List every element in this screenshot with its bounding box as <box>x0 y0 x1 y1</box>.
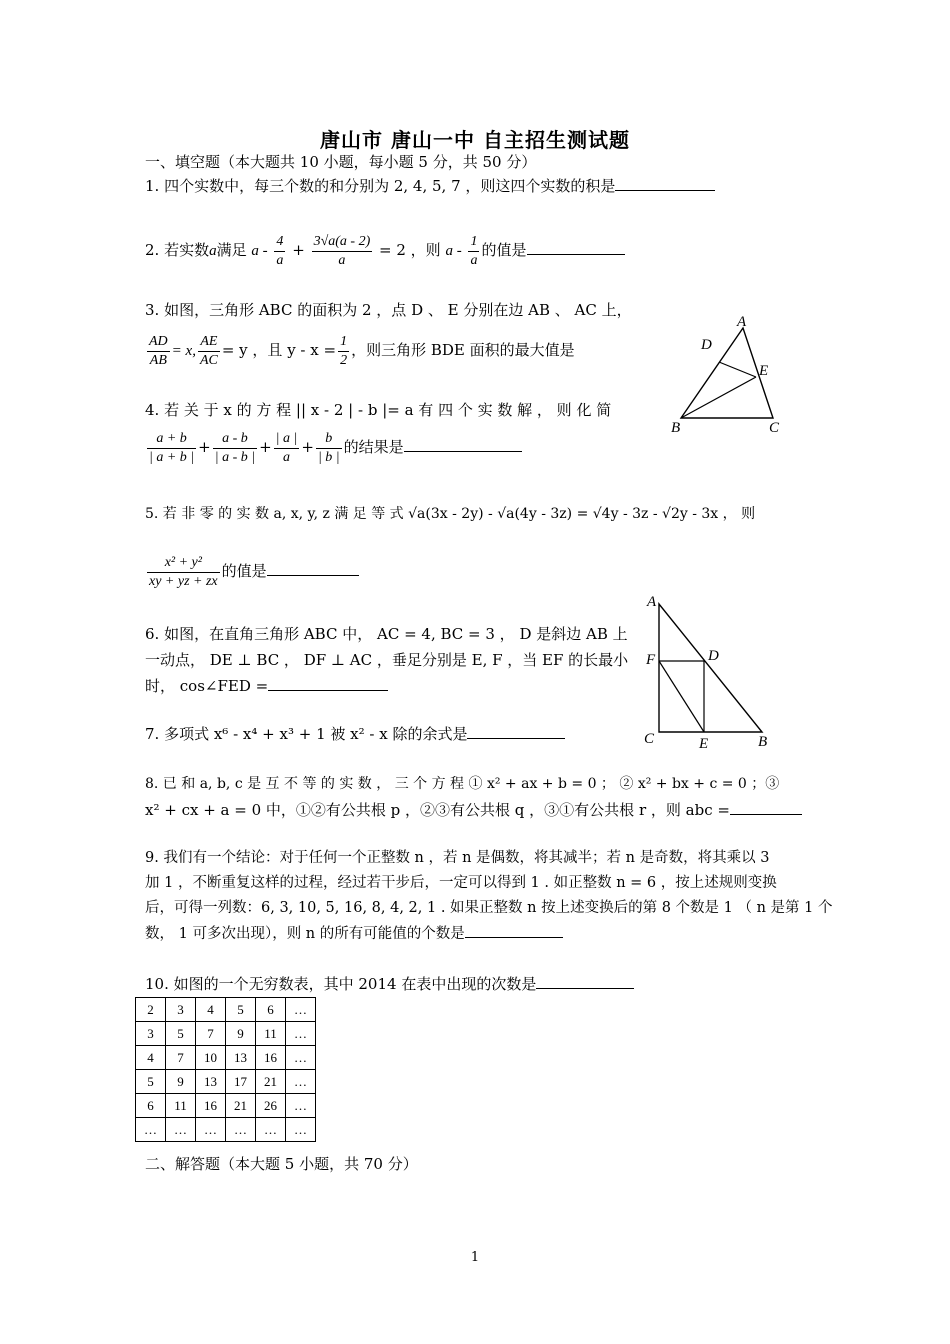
q7-text: 7. 多项式 x⁶ - x⁴ + x³ + 1 被 x² - x 除的余式是 <box>145 725 468 743</box>
q2-tail: 的值是 <box>481 241 527 259</box>
triangle-abc <box>659 604 762 732</box>
q6-answer-blank[interactable] <box>268 676 388 691</box>
table-cell: 7 <box>166 1046 196 1070</box>
segment-de <box>719 362 756 377</box>
question-2 <box>145 228 625 273</box>
question-10 <box>145 974 634 994</box>
table-cell: … <box>166 1118 196 1142</box>
q4-fraction-4: $\frac{b}{| b |}$ <box>317 430 340 465</box>
table-cell: 9 <box>166 1070 196 1094</box>
q4-fraction-2: $\frac{a - b}{| a - b |}$ <box>214 430 256 465</box>
q9-line-2: 加 1 ，不断重复这样的过程，经过若干步后，一定可以得到 1 . 如正整数 n = 6 ，按上述规则变换 <box>145 875 777 891</box>
page-title: 唐山市 唐山一中 自主招生测试题 <box>320 128 630 152</box>
q3-fraction-ad-ab: $\frac{AD}{AB}$ <box>149 333 168 368</box>
question-7 <box>145 724 565 744</box>
table-row <box>136 1070 316 1094</box>
q6-line-3: 时， cos∠FED = <box>145 677 269 695</box>
q9-line-4: 数， 1 可多次出现），则 n 的所有可能值的个数是 <box>145 926 465 942</box>
table-cell: 10 <box>196 1046 226 1070</box>
table-cell: 26 <box>256 1094 286 1118</box>
label-e: E <box>759 363 769 379</box>
segment-fe <box>659 661 704 732</box>
question-5-line-2 <box>145 548 359 594</box>
question-3-line-2 <box>145 328 575 373</box>
q6-right-triangle-figure <box>640 590 780 750</box>
q9-line-3: 后，可得一列数：6, 3, 10, 5, 16, 8, 4, 2, 1 . 如果正整数 n 按上述变换后的第 8 个数是 1 （ n 是第 1 个 <box>145 900 833 916</box>
q9-line-1: 9. 我们有一个结论：对于任何一个正整数 n ，若 n 是偶数，将其减半；若 n 是奇数，将其乘以 3 <box>145 850 770 866</box>
label-c: C <box>644 731 655 747</box>
table-cell: 7 <box>196 1022 226 1046</box>
section-2-heading: 二、解答题（本大题 5 小题，共 70 分） <box>145 1155 418 1173</box>
table-row <box>136 1046 316 1070</box>
table-cell: … <box>286 1046 316 1070</box>
table-cell: 11 <box>166 1094 196 1118</box>
question-1 <box>145 176 715 196</box>
q5-answer-blank[interactable] <box>267 561 359 576</box>
label-b: B <box>758 734 768 750</box>
q2-fraction-3: $\frac{1}{a}$ <box>470 233 478 268</box>
table-cell: 17 <box>226 1070 256 1094</box>
table-cell: 2 <box>136 998 166 1022</box>
label-f: F <box>646 652 656 668</box>
q2-answer-blank[interactable] <box>527 240 625 255</box>
q2-text-c: 满足 <box>216 241 247 259</box>
q4-fraction-1: $\frac{a + b}{| a + b |}$ <box>149 430 195 465</box>
q4-fraction-3: $\frac{| a |}{a}$ <box>275 430 298 465</box>
q2-text-a: 2. 若实数 <box>145 241 210 259</box>
table-cell: … <box>136 1118 166 1142</box>
q2-var: a <box>209 243 217 259</box>
q5-tail: 的值是 <box>221 562 267 580</box>
infinite-number-table <box>135 997 316 1142</box>
table-cell: … <box>286 1070 316 1094</box>
table-cell: 16 <box>196 1094 226 1118</box>
q5-fraction: $\frac{\text{x² + y²}}{xy + yz + zx}$ <box>149 554 218 589</box>
table-cell: 4 <box>196 998 226 1022</box>
q3-line-1: 3. 如图，三角形 ABC 的面积为 2 ，点 D 、 E 分别在边 AB 、 AC 上， <box>145 301 632 319</box>
q6-line-1: 6. 如图，在直角三角形 ABC 中， AC = 4, BC = 3 ， D 是斜边 AB 上 <box>145 625 628 643</box>
table-cell: 16 <box>256 1046 286 1070</box>
q8-line-2: x² + cx + a = 0 中，①②有公共根 p ，②③有公共根 q ，③①有公共根 r ，则 abc = <box>145 801 730 819</box>
q4-answer-blank[interactable] <box>404 437 522 452</box>
table-cell: … <box>286 1118 316 1142</box>
table-cell: 9 <box>226 1022 256 1046</box>
question-4-line-2: $\frac{a + b}{| a + b |}$ + $\frac{a - b}{| a - b |}$ + $\frac{| a |}{a}$ + $\frac{b}{| b |}$ 的结果是 <box>145 424 522 470</box>
table-cell: 13 <box>226 1046 256 1070</box>
table-cell: 4 <box>136 1046 166 1070</box>
table-cell: … <box>286 1022 316 1046</box>
table-cell: 6 <box>136 1094 166 1118</box>
q10-answer-blank[interactable] <box>536 974 634 989</box>
table-cell: … <box>196 1118 226 1142</box>
q3-mid-2: = y ，且 y - x = <box>221 341 337 359</box>
question-9-line-4 <box>145 923 563 944</box>
q4-tail: 的结果是 <box>343 438 404 456</box>
page-number: 1 <box>470 1250 480 1265</box>
question-6-line-3 <box>145 676 388 696</box>
table-cell: … <box>256 1118 286 1142</box>
label-a: A <box>647 594 657 610</box>
table-cell: 11 <box>256 1022 286 1046</box>
segment-be <box>681 377 756 418</box>
q2-plus: + <box>292 241 305 259</box>
table-cell: 5 <box>166 1022 196 1046</box>
table-row <box>136 1094 316 1118</box>
q2-expr-2: a - <box>445 243 462 259</box>
q4-line-1: 4. 若 关 于 x 的 方 程 || x - 2 | - b |= a 有 四 个 实 数 解 ， 则 化 简 <box>145 401 612 419</box>
label-d: D <box>701 337 712 353</box>
q8-answer-blank[interactable] <box>730 800 802 815</box>
q1-answer-blank[interactable] <box>615 176 715 191</box>
label-a: A <box>737 314 747 330</box>
q7-answer-blank[interactable] <box>467 724 565 739</box>
q10-text: 10. 如图的一个无穷数表，其中 2014 在表中出现的次数是 <box>145 975 537 993</box>
q9-answer-blank[interactable] <box>465 923 563 938</box>
table-cell: 21 <box>256 1070 286 1094</box>
label-e: E <box>699 736 709 750</box>
q3-mid-1: = x, <box>171 343 196 359</box>
q2-fraction-1: $\frac{4}{a}$ <box>276 233 284 268</box>
table-cell: 3 <box>136 1022 166 1046</box>
table-cell: … <box>226 1118 256 1142</box>
table-cell: 5 <box>136 1070 166 1094</box>
q3-fraction-half: $\frac{1}{2}$ <box>340 333 348 368</box>
section-1-heading: 一、填空题（本大题共 10 小题，每小题 5 分，共 50 分） <box>145 153 537 171</box>
table-cell: 21 <box>226 1094 256 1118</box>
q8-line-1: 8. 已 和 a, b, c 是 互 不 等 的 实 数 ， 三 个 方 程 ① x² + ax + b = 0 ； ② x² + bx + c = 0 ；③ <box>145 776 780 792</box>
table-cell: … <box>286 1094 316 1118</box>
table-cell: 3 <box>166 998 196 1022</box>
table-row <box>136 1022 316 1046</box>
q2-expr-left: a - <box>251 243 268 259</box>
q5-line-1: 5. 若 非 零 的 实 数 a, x, y, z 满 足 等 式 √a(3x - 2y) - √a(4y - 3z) = √4y - 3z - √2y - 3x ， 则 <box>145 506 756 522</box>
table-row <box>136 1118 316 1142</box>
label-c: C <box>769 420 780 436</box>
q3-fraction-ae-ac: $\frac{AE}{AC}$ <box>199 333 218 368</box>
q1-text: 1. 四个实数中，每三个数的和分别为 2, 4, 5, 7 ，则这四个实数的积是 <box>145 177 616 195</box>
q2-eq: = 2 ，则 <box>379 241 441 259</box>
q6-line-2: 一动点， DE ⊥ BC ， DF ⊥ AC ，垂足分别是 E, F ，当 EF 的长最小 <box>145 651 629 669</box>
table-row <box>136 998 316 1022</box>
table-cell: … <box>286 998 316 1022</box>
label-b: B <box>671 420 681 436</box>
q2-fraction-2: $\frac{3√a(a - 2)}{a}$ <box>313 233 371 268</box>
table-cell: 13 <box>196 1070 226 1094</box>
table-cell: 6 <box>256 998 286 1022</box>
q3-triangle-figure <box>665 310 800 440</box>
question-8-line-2 <box>145 800 802 820</box>
label-d: D <box>708 648 719 664</box>
q3-tail: ，则三角形 BDE 面积的最大值是 <box>351 341 575 359</box>
table-cell: 5 <box>226 998 256 1022</box>
